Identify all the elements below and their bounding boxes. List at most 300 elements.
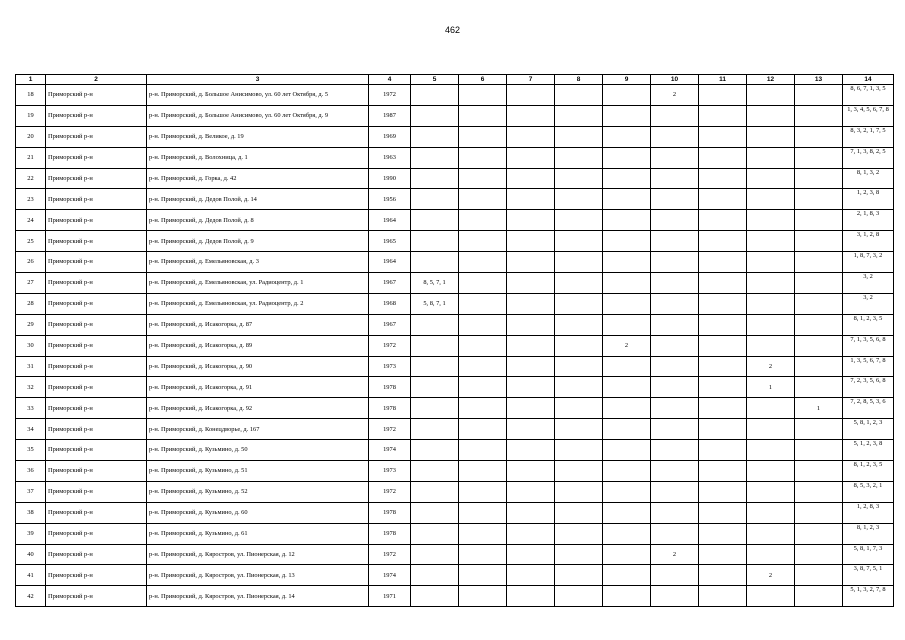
- col10-cell: [651, 147, 699, 168]
- col8-cell: [555, 398, 603, 419]
- col9-cell: [603, 147, 651, 168]
- row-number-cell: 20: [16, 126, 46, 147]
- row-number-cell: 30: [16, 335, 46, 356]
- col14-cell: 1, 3, 4, 5, 6, 7, 8: [843, 105, 894, 126]
- col9-cell: [603, 377, 651, 398]
- district-cell: Приморский р-н: [46, 377, 147, 398]
- col14-cell: 1, 2, 8, 3: [843, 502, 894, 523]
- col13-cell: [795, 335, 843, 356]
- col9-cell: [603, 481, 651, 502]
- year-cell: 1972: [369, 85, 411, 106]
- col5-cell: [411, 544, 459, 565]
- col14-cell: 3, 2: [843, 293, 894, 314]
- col11-cell: [699, 126, 747, 147]
- col10-cell: [651, 398, 699, 419]
- row-number-cell: 38: [16, 502, 46, 523]
- year-cell: 1964: [369, 252, 411, 273]
- col14-cell: 5, 1, 2, 3, 8: [843, 440, 894, 461]
- address-cell: р-н. Приморский, д. Кяростров, ул. Пионерская, д. 12: [147, 544, 369, 565]
- year-cell: 1963: [369, 147, 411, 168]
- address-cell: р-н. Приморский, д. Исакогорка, д. 92: [147, 398, 369, 419]
- col10-cell: [651, 419, 699, 440]
- col6-cell: [459, 189, 507, 210]
- col10-cell: 2: [651, 85, 699, 106]
- col5-cell: [411, 147, 459, 168]
- address-cell: р-н. Приморский, д. Кузьмино, д. 50: [147, 440, 369, 461]
- year-cell: 1965: [369, 231, 411, 252]
- col6-cell: [459, 85, 507, 106]
- col10-cell: [651, 356, 699, 377]
- column-header: 3: [147, 75, 369, 85]
- col6-cell: [459, 586, 507, 607]
- address-cell: р-н. Приморский, д. Дедов Полой, д. 8: [147, 210, 369, 231]
- col11-cell: [699, 314, 747, 335]
- col5-cell: 8, 5, 7, 1: [411, 273, 459, 294]
- col13-cell: [795, 126, 843, 147]
- col14-cell: 7, 1, 3, 8, 2, 5: [843, 147, 894, 168]
- district-cell: Приморский р-н: [46, 252, 147, 273]
- col9-cell: [603, 231, 651, 252]
- col13-cell: [795, 586, 843, 607]
- district-cell: Приморский р-н: [46, 105, 147, 126]
- col11-cell: [699, 377, 747, 398]
- col10-cell: 2: [651, 544, 699, 565]
- col6-cell: [459, 210, 507, 231]
- col13-cell: [795, 252, 843, 273]
- year-cell: 1978: [369, 502, 411, 523]
- row-number-cell: 42: [16, 586, 46, 607]
- col13-cell: [795, 461, 843, 482]
- year-cell: 1990: [369, 168, 411, 189]
- address-cell: р-н. Приморский, д. Горка, д. 42: [147, 168, 369, 189]
- row-number-cell: 19: [16, 105, 46, 126]
- col7-cell: [507, 586, 555, 607]
- col13-cell: [795, 189, 843, 210]
- district-cell: Приморский р-н: [46, 126, 147, 147]
- col7-cell: [507, 85, 555, 106]
- table-body: [16, 85, 894, 607]
- col14-cell: 2, 1, 8, 3: [843, 210, 894, 231]
- table-row: [16, 461, 894, 482]
- year-cell: 1971: [369, 586, 411, 607]
- col9-cell: [603, 440, 651, 461]
- col11-cell: [699, 293, 747, 314]
- col6-cell: [459, 126, 507, 147]
- column-header: 7: [507, 75, 555, 85]
- row-number-cell: 33: [16, 398, 46, 419]
- col14-cell: 7, 2, 8, 5, 3, 6: [843, 398, 894, 419]
- row-number-cell: 41: [16, 565, 46, 586]
- col12-cell: [747, 335, 795, 356]
- col12-cell: [747, 252, 795, 273]
- col14-cell: 3, 2: [843, 273, 894, 294]
- col11-cell: [699, 523, 747, 544]
- col7-cell: [507, 147, 555, 168]
- col8-cell: [555, 189, 603, 210]
- address-cell: р-н. Приморский, д. Емельяновская, ул. Радиоцентр, д. 2: [147, 293, 369, 314]
- col6-cell: [459, 105, 507, 126]
- col14-cell: 7, 2, 3, 5, 6, 8: [843, 377, 894, 398]
- col13-cell: [795, 105, 843, 126]
- year-cell: 1956: [369, 189, 411, 210]
- address-cell: р-н. Приморский, д. Кузьмино, д. 51: [147, 461, 369, 482]
- col11-cell: [699, 273, 747, 294]
- header-row: [16, 75, 894, 85]
- col11-cell: [699, 210, 747, 231]
- col6-cell: [459, 377, 507, 398]
- col11-cell: [699, 105, 747, 126]
- col5-cell: [411, 481, 459, 502]
- col11-cell: [699, 481, 747, 502]
- col8-cell: [555, 586, 603, 607]
- col13-cell: [795, 273, 843, 294]
- col12-cell: [747, 293, 795, 314]
- row-number-cell: 23: [16, 189, 46, 210]
- col8-cell: [555, 210, 603, 231]
- row-number-cell: 26: [16, 252, 46, 273]
- col5-cell: [411, 502, 459, 523]
- address-cell: р-н. Приморский, д. Дедов Полой, д. 9: [147, 231, 369, 252]
- col12-cell: [747, 314, 795, 335]
- col12-cell: [747, 126, 795, 147]
- col13-cell: [795, 377, 843, 398]
- col8-cell: [555, 126, 603, 147]
- address-cell: р-н. Приморский, д. Кузьмино, д. 52: [147, 481, 369, 502]
- col12-cell: [747, 544, 795, 565]
- district-cell: Приморский р-н: [46, 168, 147, 189]
- col5-cell: [411, 461, 459, 482]
- col9-cell: [603, 252, 651, 273]
- row-number-cell: 24: [16, 210, 46, 231]
- col5-cell: [411, 377, 459, 398]
- col11-cell: [699, 189, 747, 210]
- col9-cell: [603, 586, 651, 607]
- col9-cell: [603, 126, 651, 147]
- table-row: [16, 377, 894, 398]
- column-header: 14: [843, 75, 894, 85]
- col10-cell: [651, 502, 699, 523]
- col11-cell: [699, 168, 747, 189]
- col8-cell: [555, 273, 603, 294]
- row-number-cell: 39: [16, 523, 46, 544]
- col11-cell: [699, 398, 747, 419]
- col14-cell: 1, 2, 3, 8: [843, 189, 894, 210]
- col10-cell: [651, 105, 699, 126]
- col11-cell: [699, 544, 747, 565]
- col10-cell: [651, 126, 699, 147]
- year-cell: 1973: [369, 356, 411, 377]
- col13-cell: 1: [795, 398, 843, 419]
- col7-cell: [507, 523, 555, 544]
- address-cell: р-н. Приморский, д. Емельяновская, д. 3: [147, 252, 369, 273]
- year-cell: 1974: [369, 440, 411, 461]
- year-cell: 1964: [369, 210, 411, 231]
- address-cell: р-н. Приморский, д. Великое, д. 19: [147, 126, 369, 147]
- col14-cell: 8, 1, 3, 2: [843, 168, 894, 189]
- col5-cell: [411, 523, 459, 544]
- row-number-cell: 36: [16, 461, 46, 482]
- col13-cell: [795, 544, 843, 565]
- table-row: [16, 440, 894, 461]
- col11-cell: [699, 356, 747, 377]
- row-number-cell: 28: [16, 293, 46, 314]
- row-number-cell: 27: [16, 273, 46, 294]
- year-cell: 1967: [369, 314, 411, 335]
- table-row: [16, 252, 894, 273]
- col13-cell: [795, 565, 843, 586]
- col12-cell: 2: [747, 356, 795, 377]
- col9-cell: [603, 523, 651, 544]
- col14-cell: 8, 6, 7, 1, 3, 5: [843, 85, 894, 106]
- col12-cell: [747, 481, 795, 502]
- col14-cell: 8, 1, 2, 3, 5: [843, 461, 894, 482]
- col12-cell: [747, 523, 795, 544]
- col7-cell: [507, 293, 555, 314]
- table-row: [16, 565, 894, 586]
- col5-cell: [411, 586, 459, 607]
- col13-cell: [795, 168, 843, 189]
- col13-cell: [795, 523, 843, 544]
- address-cell: р-н. Приморский, д. Дедов Полой, д. 14: [147, 189, 369, 210]
- year-cell: 1978: [369, 523, 411, 544]
- col10-cell: [651, 293, 699, 314]
- col9-cell: [603, 189, 651, 210]
- col6-cell: [459, 252, 507, 273]
- col9-cell: [603, 419, 651, 440]
- district-cell: Приморский р-н: [46, 544, 147, 565]
- address-cell: р-н. Приморский, д. Кузьмино, д. 61: [147, 523, 369, 544]
- year-cell: 1973: [369, 461, 411, 482]
- col5-cell: [411, 419, 459, 440]
- district-cell: Приморский р-н: [46, 523, 147, 544]
- col11-cell: [699, 461, 747, 482]
- col6-cell: [459, 523, 507, 544]
- col9-cell: [603, 544, 651, 565]
- row-number-cell: 34: [16, 419, 46, 440]
- district-cell: Приморский р-н: [46, 189, 147, 210]
- col8-cell: [555, 356, 603, 377]
- col5-cell: [411, 168, 459, 189]
- col14-cell: 8, 5, 3, 2, 1: [843, 481, 894, 502]
- col10-cell: [651, 523, 699, 544]
- col11-cell: [699, 147, 747, 168]
- column-header: 11: [699, 75, 747, 85]
- col9-cell: [603, 314, 651, 335]
- column-header: 1: [16, 75, 46, 85]
- col10-cell: [651, 586, 699, 607]
- col14-cell: 8, 3, 2, 1, 7, 5: [843, 126, 894, 147]
- year-cell: 1972: [369, 335, 411, 356]
- col9-cell: [603, 168, 651, 189]
- table-row: [16, 586, 894, 607]
- col13-cell: [795, 419, 843, 440]
- col8-cell: [555, 168, 603, 189]
- col12-cell: [747, 85, 795, 106]
- col10-cell: [651, 377, 699, 398]
- col9-cell: [603, 502, 651, 523]
- col8-cell: [555, 231, 603, 252]
- col5-cell: [411, 105, 459, 126]
- col10-cell: [651, 314, 699, 335]
- col9-cell: [603, 210, 651, 231]
- year-cell: 1972: [369, 419, 411, 440]
- col13-cell: [795, 231, 843, 252]
- col8-cell: [555, 377, 603, 398]
- col5-cell: [411, 189, 459, 210]
- col12-cell: [747, 231, 795, 252]
- col12-cell: [747, 440, 795, 461]
- col13-cell: [795, 440, 843, 461]
- table-row: [16, 481, 894, 502]
- col9-cell: [603, 565, 651, 586]
- table-row: [16, 85, 894, 106]
- table-row: [16, 544, 894, 565]
- col8-cell: [555, 335, 603, 356]
- year-cell: 1972: [369, 544, 411, 565]
- col14-cell: 8, 1, 2, 3: [843, 523, 894, 544]
- row-number-cell: 35: [16, 440, 46, 461]
- address-cell: р-н. Приморский, д. Исакогорка, д. 90: [147, 356, 369, 377]
- col12-cell: [747, 210, 795, 231]
- table-row: [16, 273, 894, 294]
- table-row: [16, 502, 894, 523]
- col8-cell: [555, 293, 603, 314]
- address-cell: р-н. Приморский, д. Кузьмино, д. 60: [147, 502, 369, 523]
- district-cell: Приморский р-н: [46, 85, 147, 106]
- col9-cell: [603, 293, 651, 314]
- row-number-cell: 22: [16, 168, 46, 189]
- col14-cell: 3, 8, 7, 5, 1: [843, 565, 894, 586]
- col6-cell: [459, 231, 507, 252]
- district-cell: Приморский р-н: [46, 461, 147, 482]
- table-row: [16, 231, 894, 252]
- col9-cell: [603, 398, 651, 419]
- address-cell: р-н. Приморский, д. Исакогорка, д. 89: [147, 335, 369, 356]
- col7-cell: [507, 273, 555, 294]
- table-row: [16, 335, 894, 356]
- col7-cell: [507, 419, 555, 440]
- col9-cell: [603, 273, 651, 294]
- table-row: [16, 210, 894, 231]
- col5-cell: [411, 398, 459, 419]
- col11-cell: [699, 85, 747, 106]
- col11-cell: [699, 502, 747, 523]
- col7-cell: [507, 252, 555, 273]
- col10-cell: [651, 168, 699, 189]
- col5-cell: [411, 126, 459, 147]
- district-cell: Приморский р-н: [46, 273, 147, 294]
- district-cell: Приморский р-н: [46, 565, 147, 586]
- col12-cell: 2: [747, 565, 795, 586]
- col6-cell: [459, 440, 507, 461]
- col8-cell: [555, 502, 603, 523]
- col14-cell: 1, 3, 5, 6, 7, 8: [843, 356, 894, 377]
- col14-cell: 5, 1, 3, 2, 7, 8: [843, 586, 894, 607]
- col8-cell: [555, 419, 603, 440]
- col7-cell: [507, 461, 555, 482]
- address-cell: р-н. Приморский, д. Кяростров, ул. Пионерская, д. 13: [147, 565, 369, 586]
- col12-cell: [747, 273, 795, 294]
- col9-cell: 2: [603, 335, 651, 356]
- col14-cell: 1, 8, 7, 3, 2: [843, 252, 894, 273]
- col7-cell: [507, 105, 555, 126]
- col7-cell: [507, 398, 555, 419]
- col14-cell: 7, 1, 3, 5, 6, 8: [843, 335, 894, 356]
- col7-cell: [507, 544, 555, 565]
- year-cell: 1972: [369, 481, 411, 502]
- col6-cell: [459, 502, 507, 523]
- col6-cell: [459, 168, 507, 189]
- column-header: 4: [369, 75, 411, 85]
- col13-cell: [795, 147, 843, 168]
- table-header: [16, 75, 894, 85]
- col12-cell: [747, 502, 795, 523]
- col12-cell: [747, 189, 795, 210]
- district-cell: Приморский р-н: [46, 586, 147, 607]
- address-cell: р-н. Приморский, д. Исакогорка, д. 87: [147, 314, 369, 335]
- column-header: 9: [603, 75, 651, 85]
- col6-cell: [459, 356, 507, 377]
- col8-cell: [555, 523, 603, 544]
- district-cell: Приморский р-н: [46, 356, 147, 377]
- col10-cell: [651, 189, 699, 210]
- col6-cell: [459, 461, 507, 482]
- year-cell: 1978: [369, 398, 411, 419]
- col12-cell: [747, 398, 795, 419]
- col5-cell: [411, 565, 459, 586]
- col8-cell: [555, 440, 603, 461]
- year-cell: 1967: [369, 273, 411, 294]
- col5-cell: [411, 356, 459, 377]
- col8-cell: [555, 105, 603, 126]
- column-header: 2: [46, 75, 147, 85]
- table-row: [16, 168, 894, 189]
- col11-cell: [699, 335, 747, 356]
- col7-cell: [507, 314, 555, 335]
- col8-cell: [555, 85, 603, 106]
- col13-cell: [795, 356, 843, 377]
- col11-cell: [699, 252, 747, 273]
- col7-cell: [507, 189, 555, 210]
- column-header: 8: [555, 75, 603, 85]
- col13-cell: [795, 210, 843, 231]
- col8-cell: [555, 461, 603, 482]
- col8-cell: [555, 147, 603, 168]
- row-number-cell: 29: [16, 314, 46, 335]
- col6-cell: [459, 544, 507, 565]
- table-row: [16, 523, 894, 544]
- col7-cell: [507, 335, 555, 356]
- col8-cell: [555, 544, 603, 565]
- col6-cell: [459, 481, 507, 502]
- district-cell: Приморский р-н: [46, 440, 147, 461]
- table-row: [16, 314, 894, 335]
- page-number: 462: [444, 25, 461, 35]
- col7-cell: [507, 168, 555, 189]
- col12-cell: [747, 147, 795, 168]
- address-cell: р-н. Приморский, д. Емельяновская, ул. Радиоцентр, д. 1: [147, 273, 369, 294]
- district-cell: Приморский р-н: [46, 210, 147, 231]
- col7-cell: [507, 481, 555, 502]
- row-number-cell: 18: [16, 85, 46, 106]
- col7-cell: [507, 231, 555, 252]
- year-cell: 1968: [369, 293, 411, 314]
- row-number-cell: 25: [16, 231, 46, 252]
- column-header: 13: [795, 75, 843, 85]
- col8-cell: [555, 252, 603, 273]
- col13-cell: [795, 293, 843, 314]
- district-cell: Приморский р-н: [46, 293, 147, 314]
